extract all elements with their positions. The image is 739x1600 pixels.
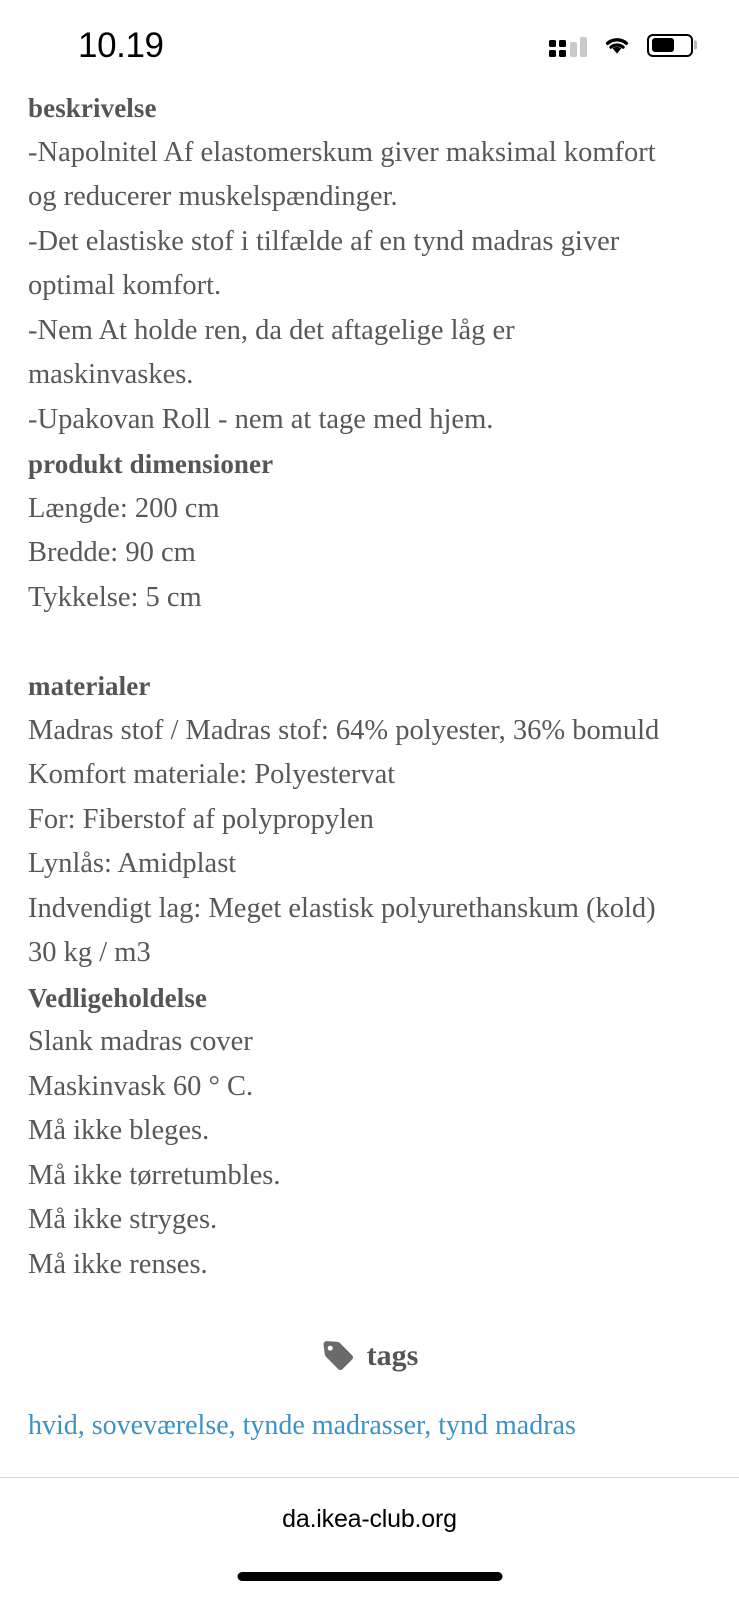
section-heading-produkt-dimensioner: produkt dimensioner — [28, 449, 274, 479]
maintenance-line: Må ikke tørretumbles. — [28, 1159, 281, 1191]
tags-heading-label: tags — [366, 1339, 419, 1372]
description-line: -Nem At holde ren, da det aftagelige låg er — [28, 314, 515, 346]
description-line: maskinvaskes. — [28, 359, 194, 390]
tags-list — [28, 1405, 711, 1447]
tag-link[interactable]: hvid — [28, 1410, 78, 1441]
maintenance-line: Maskinvask 60 ° C. — [28, 1070, 254, 1102]
material-line: 30 kg / m3 — [28, 937, 151, 968]
maintenance-line: Må ikke stryges. — [28, 1204, 218, 1235]
url-display[interactable]: da.ikea-club.org — [282, 1505, 457, 1533]
material-line: Indvendigt lag: Meget elastisk polyurethanskum (kold) — [28, 892, 656, 924]
status-bar-time: 10.19 — [78, 25, 164, 65]
tag-separator: , — [228, 1410, 243, 1441]
battery-icon — [647, 34, 693, 57]
dimension-line: Længde: 200 cm — [28, 492, 220, 524]
description-line: -Det elastiske stof i tilfælde af en tynd madras giver — [28, 225, 620, 257]
section-heading-vedligeholdelse: Vedligeholdelse — [28, 982, 208, 1013]
status-bar — [0, 0, 739, 86]
browser-bottom-bar — [0, 1477, 739, 1600]
section-spacer — [28, 620, 711, 664]
home-indicator[interactable] — [237, 1572, 502, 1581]
tags-heading — [28, 1333, 711, 1379]
tag-link[interactable]: tynd madras — [438, 1410, 576, 1441]
description-line: og reducerer muskelspændinger. — [28, 181, 398, 212]
material-line: For: Fiberstof af polypropylen — [28, 803, 374, 835]
maintenance-line: Slank madras cover — [28, 1026, 253, 1057]
cellular-signal-icon — [549, 33, 588, 57]
description-line: optimal komfort. — [28, 270, 222, 301]
material-line: Lynlås: Amidplast — [28, 848, 237, 879]
material-line: Madras stof / Madras stof: 64% polyester, 36% bomuld — [28, 714, 660, 746]
section-heading-beskrivelse: beskrivelse — [28, 93, 157, 123]
status-bar-icons — [549, 33, 694, 57]
page-content — [0, 86, 739, 1477]
tag-link[interactable]: tynde madrasser — [242, 1410, 425, 1441]
tag-separator: , — [77, 1410, 92, 1441]
section-heading-materialer: materialer — [28, 671, 151, 701]
tag-separator: , — [424, 1410, 439, 1441]
dimension-line: Bredde: 90 cm — [28, 537, 196, 568]
material-line: Komfort materiale: Polyestervat — [28, 759, 396, 790]
maintenance-line: Må ikke renses. — [28, 1248, 208, 1280]
dimension-line: Tykkelse: 5 cm — [28, 581, 202, 613]
tag-link[interactable]: soveværelse — [91, 1410, 229, 1441]
description-line: -Upakovan Roll - nem at tage med hjem. — [28, 403, 494, 435]
tag-icon — [321, 1339, 355, 1373]
description-line: -Napolnitel Af elastomerskum giver maksimal komfort — [28, 136, 656, 168]
maintenance-line: Må ikke bleges. — [28, 1115, 210, 1146]
wifi-icon — [601, 33, 633, 57]
